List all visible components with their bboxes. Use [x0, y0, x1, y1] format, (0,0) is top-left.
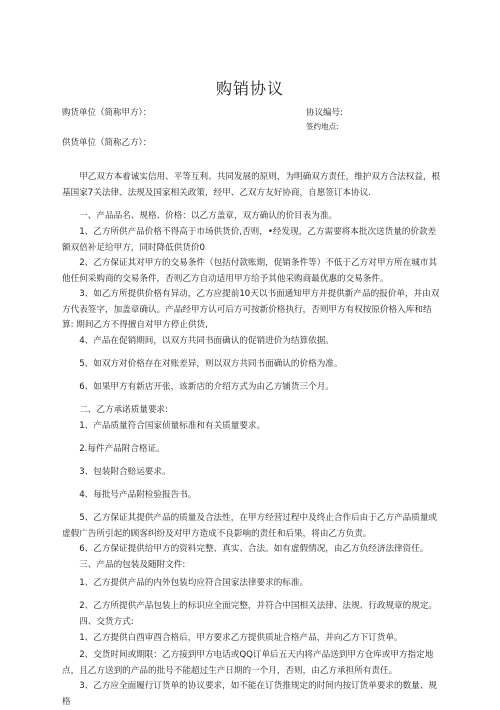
clause-4-1: 1、乙方提供白酉审酉合格后，甲方要求乙方提供质址合格产品，并向乙方下订货单。	[79, 633, 403, 643]
clause-2-6: 6、乙方保证提供给甲方的资料完整、真实、合法。如有虚假情况，由乙方负经济法律资任。	[79, 544, 429, 554]
clause-4-3: 3、乙方应全面履行订货单的协议要求，如不能在订货推规定的时间内按订货单要求的数量、规格	[62, 681, 438, 707]
clause-2-5: 5、乙方保证其提供产品的质量及合法性，在甲方经营过程中及终止合作后由于乙方产品质量或虚假广告所引起的顾客纠纷及对甲方造成不良影响的责任和后果，将由乙方负责。	[62, 513, 438, 539]
clause-3-1: 1、乙方提供产品的内外包装均应符合国家法律要求的标准。	[79, 578, 309, 588]
section-2-heading: 二、乙方承诺质量要求:	[79, 405, 169, 415]
agreement-no-label: 协议编号:	[306, 108, 343, 118]
clause-2-4: 4、每批号产品附检验报告书。	[79, 490, 197, 500]
sign-place-label: 签约地点:	[306, 122, 339, 131]
clause-4-2: 2、交货时间或期限：乙方接到甲方电话或QQ订单后五天内将产品送到甲方仓库或甲方指定地点，且乙方送到的产品的批号不能超过生产日期的一个月，否则，由乙方承担所有责任。	[62, 650, 434, 676]
buyer-label: 购货单位（简称甲方）：	[62, 108, 152, 118]
preamble-paragraph: 甲乙双方本着诚实信用、平等互利、共同发展的原则，为明确双方责任，维护双方合法权益，根基国家7关法律、法规及国家相关政策，经甲、乙双方友好协商，自愿签订本协议.	[62, 172, 441, 198]
clause-1-6: 6、如果甲方有新店开张，该新店的介绍方式为由乙方铺货三个月。	[79, 382, 334, 392]
section-1-heading: 一、产品品名、规格、价格：以乙方盖章，双方确认的价目表为准。	[79, 211, 338, 221]
supplier-label: 供货单位（简称乙方）：	[62, 138, 152, 148]
page-title: 购销协议	[215, 79, 284, 98]
clause-1-1: 1、乙方所供产品价格不得高于市场供货价,否则，•经发现，乙方需要将本批次送货量的价款差额双倍补足给甲方，同时降低供货价0	[62, 227, 437, 253]
clause-1-3: 3、如乙方所提供价格有异动，乙方应提前10天以书面通知甲方并提供新产品的报价单，并由双方代表签字，加盖章确认。产品经甲方认可后方可按新价格执行，否则甲方有权按原价格入库和结算: 期间乙方不得擅自对甲方停止供货,	[62, 289, 440, 330]
clause-1-2: 2、乙方保证其对甲方的交易条件（包括付款账期，促销条件等）不低于乙方对甲方所在城市其他任何采购商的交易条件，否则乙方自动适用甲方给予其他采购商最优惠的交易条件。	[62, 258, 438, 284]
section-3-heading: 三、产品的包装及随附文件:	[79, 560, 186, 570]
clause-2-2: 2.每件产品附合格证。	[79, 444, 165, 454]
clause-1-5: 5、如双方对价格存在对账差异，则以双方共同书面确认的价格为准。	[79, 359, 343, 369]
clause-2-3: 3、包装附合赔运要求。	[79, 467, 171, 477]
clause-1-4: 4、产品在促销期间，以双方共同书面确认的促销进价为结算依据。	[79, 336, 334, 346]
clause-2-1: 1、产品质量符合国家侦量标准和有关质量要求。	[79, 421, 266, 431]
clause-3-2: 2、乙方所提供产品包装上的标识应全面完整，并符合中国相关法律、法规、行政规章的规定。	[79, 601, 438, 611]
section-4-heading: 四、交货方式:	[79, 617, 134, 627]
